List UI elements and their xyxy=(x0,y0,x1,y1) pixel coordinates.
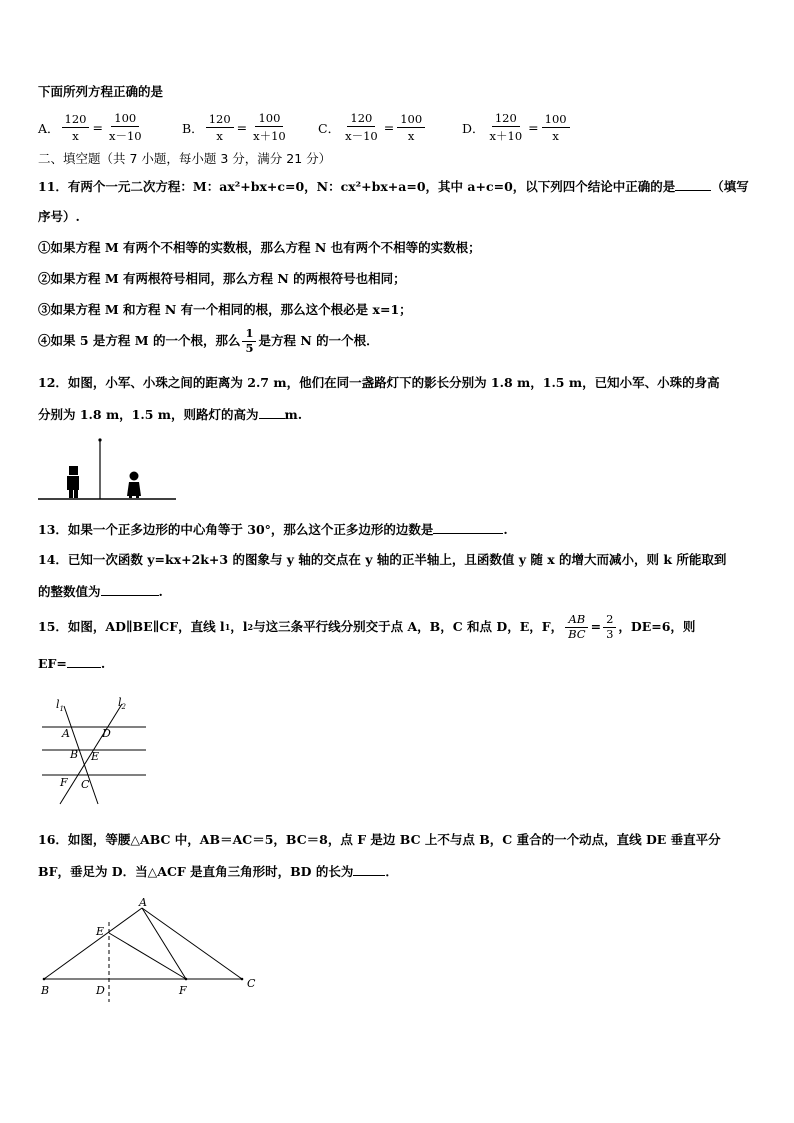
option-c: C． $\frac{120}{x-10}$ = $\frac{100}{x}$ xyxy=(318,111,427,144)
label-b: B xyxy=(70,748,79,761)
person-xiaojun xyxy=(67,466,79,498)
label-b: B xyxy=(41,984,50,997)
fraction: $\frac{1}{5}$ xyxy=(242,328,256,354)
q12-stem-line1: 12．如图，小军、小珠之间的距离为 2.7 m，他们在同一盏路灯下的影长分别为 1.8 m，1.5 m，已知小军、小珠的身高 xyxy=(38,375,720,390)
q16-stem-line2: BF，垂足为 D．当△ACF 是直角三角形时，BD 的长为 ． xyxy=(38,864,398,879)
label-d: D xyxy=(96,984,105,997)
q11-stem: 11．有两个一元二次方程：M：ax²+bx+c=0，N：cx²+bx+a=0，其中 a+c=0，以下列四个结论中正确的是 （填写 xyxy=(38,179,749,194)
parallel-lines-figure xyxy=(36,692,152,810)
answer-blank xyxy=(101,585,159,596)
label-a: A xyxy=(139,896,147,909)
fraction: $\frac{100}{x}$ xyxy=(397,112,425,143)
q15-stem-line1: 15．如图，AD∥BE∥CF，直线 l 1 ，l 2 与这三条平行线分别交于点 A，B，C 和点 D，E，F， $\frac{AB}{BC}$ = $\frac{2}{3}$ ，DE=6，则 xyxy=(38,612,696,641)
segment-ef xyxy=(109,933,186,979)
label-f: F xyxy=(60,776,68,789)
answer-blank xyxy=(433,523,503,534)
question-intro: 下面所列方程正确的是 xyxy=(38,84,164,99)
answer-blank xyxy=(259,408,285,419)
fraction: $\frac{120}{x}$ xyxy=(206,112,234,143)
label-e: E xyxy=(96,925,105,938)
fraction: $\frac{120}{x}$ xyxy=(62,112,90,143)
option-letter: C． xyxy=(318,120,341,136)
q14-stem-line1: 14．已知一次函数 y=kx+2k+3 的图象与 y 轴的交点在 y 轴的正半轴上，且函数值 y 随 x 的增大而减小，则 k 所能取到 xyxy=(38,552,727,567)
lamp-light xyxy=(98,438,101,441)
fraction: $\frac{120}{x-10}$ xyxy=(345,111,378,143)
q11-statement-2: ②如果方程 M 有两根符号相同，那么方程 N 的两根符号也相同； xyxy=(38,271,406,286)
fraction: $\frac{120}{x+10}$ xyxy=(489,111,523,143)
q11-stem-cont: 序号）. xyxy=(38,209,80,224)
q11-statement-1: ①如果方程 M 有两个不相等的实数根，那么方程 N 也有两个不相等的实数根； xyxy=(38,240,481,255)
answer-blank xyxy=(67,657,101,668)
label-l1: $l_1$ xyxy=(56,698,64,713)
q15-stem-line2: EF= . xyxy=(38,656,106,671)
segment-ac xyxy=(142,908,242,979)
q12-stem-line2: 分别为 1.8 m，1.5 m，则路灯的高为 m. xyxy=(38,407,303,422)
q11-statement-4: ④如果 5 是方程 M 的一个根，那么 $\frac{1}{5}$ 是方程 N 的一个根． xyxy=(38,326,379,355)
segment-af xyxy=(142,908,186,979)
fraction: $\frac{100}{x+10}$ xyxy=(253,111,286,143)
option-d: D． $\frac{120}{x+10}$ = $\frac{100}{x}$ xyxy=(462,111,572,144)
label-c: C xyxy=(81,778,90,791)
option-letter: D． xyxy=(462,120,485,136)
q16-stem-line1: 16．如图，等腰△ABC 中，AB＝AC＝5，BC＝8，点 F 是边 BC 上不与点 B，C 重合的一个动点，直线 DE 垂直平分 xyxy=(38,832,721,847)
fraction: $\frac{100}{x-10}$ xyxy=(108,111,142,143)
label-c: C xyxy=(247,977,256,990)
option-letter: B． xyxy=(182,120,204,136)
answer-blank xyxy=(675,180,711,191)
fraction: $\frac{100}{x}$ xyxy=(542,112,570,143)
option-letter: A． xyxy=(38,120,60,136)
label-d: D xyxy=(102,727,111,740)
answer-blank xyxy=(353,865,385,876)
q13-stem: 13．如果一个正多边形的中心角等于 30°，那么这个正多边形的边数是 . xyxy=(38,522,508,537)
label-f: F xyxy=(179,984,187,997)
streetlamp-figure xyxy=(36,436,178,502)
section-heading: 二、填空题（共 7 小题，每小题 3 分，满分 21 分） xyxy=(38,151,332,166)
label-e: E xyxy=(91,750,100,763)
triangle-figure xyxy=(36,892,266,1004)
option-b: B． $\frac{120}{x}$ = $\frac{100}{x+10}$ xyxy=(182,111,291,144)
label-a: A xyxy=(62,727,70,740)
person-xiaozhu xyxy=(127,472,141,499)
option-a: A． $\frac{120}{x}$ = $\frac{100}{x-10}$ xyxy=(38,111,147,144)
fraction: $\frac{AB}{BC}$ xyxy=(565,614,588,640)
q14-stem-line2: 的整数值为 . xyxy=(38,584,163,599)
label-l2: $l_2$ xyxy=(118,696,126,711)
fraction: $\frac{2}{3}$ xyxy=(603,614,616,640)
q11-statement-3: ③如果方程 M 和方程 N 有一个相同的根，那么这个根必是 x=1； xyxy=(38,302,412,317)
